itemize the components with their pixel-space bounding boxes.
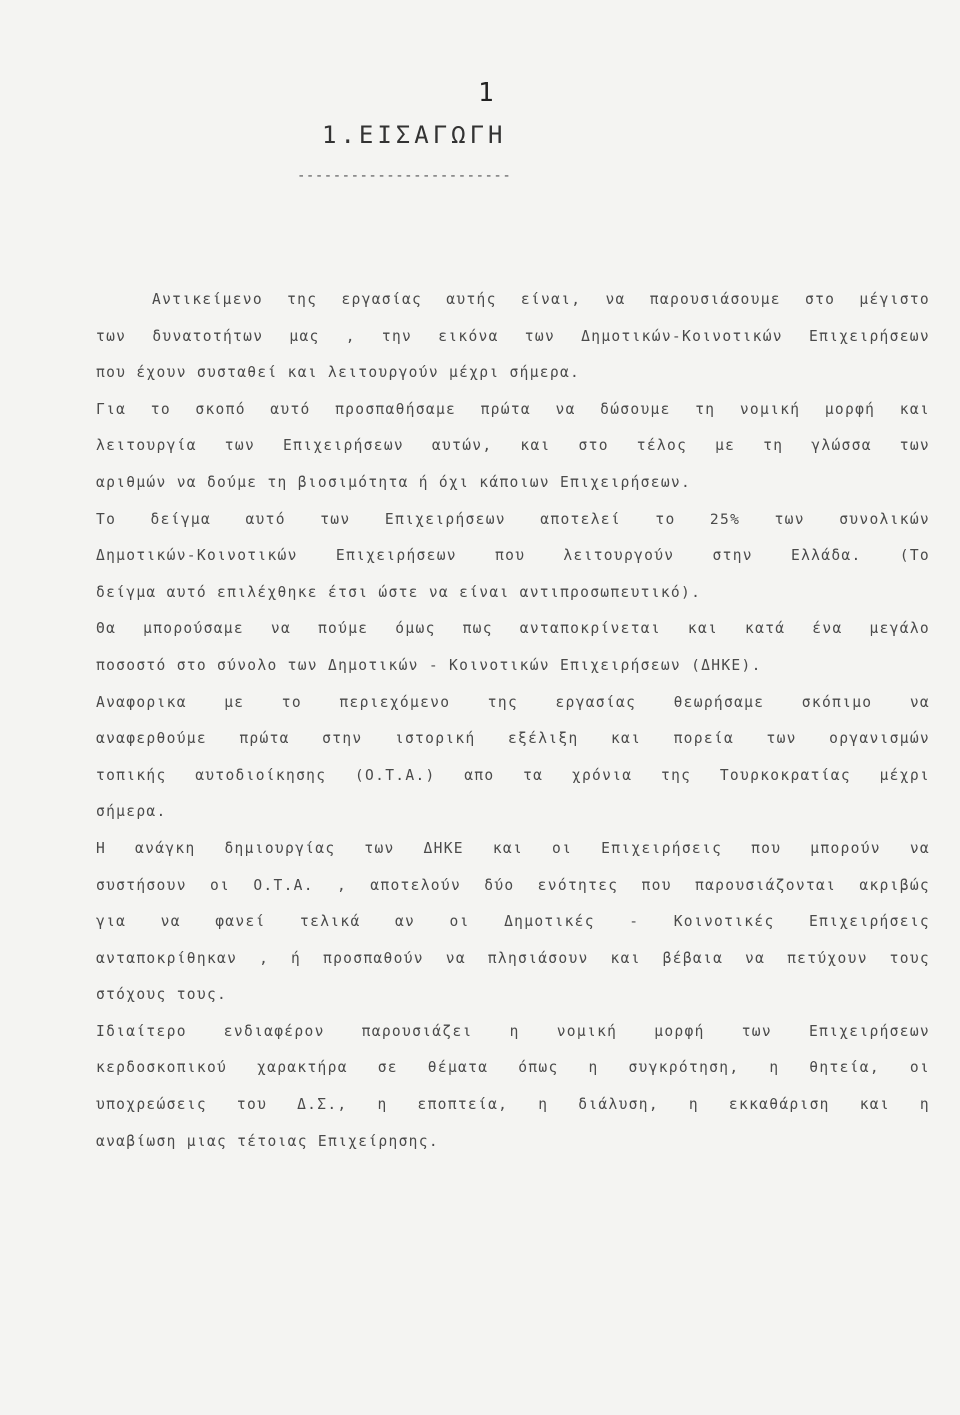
text-line: Αναφορικα με το περιεχόμενο της εργασίας θεωρήσαμε σκόπιμο να bbox=[96, 693, 930, 711]
section-title: 1.ΕΙΣΑΓΩΓΗ bbox=[322, 121, 507, 149]
text-line: για να φανεί τελικά αν οι Δημοτικές - Κοινοτικές Επιχειρήσεις bbox=[96, 913, 930, 931]
text-line: Το δείγμα αυτό των Επιχειρήσεων αποτελεί το 25% των συνολικών bbox=[96, 510, 930, 528]
text-line: λειτουργία των Επιχειρήσεων αυτών, και στο τέλος με τη γλώσσα των bbox=[96, 437, 930, 455]
text-line: αριθμών να δούμε τη βιοσιμότητα ή όχι κάποιων Επιχειρήσεων. bbox=[96, 473, 692, 491]
text-line: Αντικείμενο της εργασίας αυτής είναι, να παρουσιάσουμε στο μέγιστο bbox=[152, 291, 930, 308]
body-text bbox=[96, 288, 930, 1166]
page-number: 1 bbox=[478, 78, 494, 108]
text-line: αναφερθούμε πρώτα στην ιστορική εξέλιξη και πορεία των οργανισμών bbox=[96, 730, 930, 748]
text-line: των δυνατοτήτων μας , την εικόνα των Δημοτικών-Κοινοτικών Επιχειρήσεων bbox=[96, 327, 930, 345]
text-line: Θα μπορούσαμε να πούμε όμως πως ανταποκρίνεται και κατά ένα μεγάλο bbox=[96, 620, 930, 638]
text-line: Η ανάγκη δημιουργίας των ΔΗΚΕ και οι Επιχειρήσεις που μπορούν να bbox=[96, 839, 930, 857]
title-underline: ------------------------ bbox=[297, 168, 512, 184]
text-line: ανταποκρίθηκαν , ή προσπαθούν να πλησιάσουν και βέβαια να πετύχουν τους bbox=[96, 949, 930, 967]
text-line: κερδοσκοπικού χαρακτήρα σε θέματα όπως η συγκρότηση, η θητεία, οι bbox=[96, 1059, 930, 1077]
text-line: ποσοστό στο σύνολο των Δημοτικών - Κοινοτικών Επιχειρήσεων (ΔΗΚΕ). bbox=[96, 656, 762, 674]
text-line: Για το σκοπό αυτό προσπαθήσαμε πρώτα να δώσουμε τη νομική μορφή και bbox=[96, 400, 930, 418]
text-line: σήμερα. bbox=[96, 803, 167, 821]
text-line: στόχους τους. bbox=[96, 986, 228, 1004]
text-line: αναβίωση μιας τέτοιας Επιχείρησης. bbox=[96, 1132, 439, 1150]
text-line: υποχρεώσεις του Δ.Σ., η εποπτεία, η διάλυση, η εκκαθάριση και η bbox=[96, 1096, 930, 1114]
text-line: συστήσουν οι Ο.Τ.Α. , αποτελούν δύο ενότητες που παρουσιάζονται ακριβώς bbox=[96, 876, 930, 894]
text-line: Δημοτικών-Κοινοτικών Επιχειρήσεων που λειτουργούν στην Ελλάδα. (Το bbox=[96, 547, 930, 565]
text-line: τοπικής αυτοδιοίκησης (Ο.Τ.Α.) απο τα χρόνια της Τουρκοκρατίας μέχρι bbox=[96, 766, 930, 784]
text-line: που έχουν συσταθεί και λειτουργούν μέχρι σήμερα. bbox=[96, 364, 581, 382]
text-line: Ιδιαίτερο ενδιαφέρον παρουσιάζει η νομική μορφή των Επιχειρήσεων bbox=[96, 1022, 930, 1040]
text-line: δείγμα αυτό επιλέχθηκε έτσι ώστε να είναι αντιπροσωπευτικό). bbox=[96, 583, 702, 601]
